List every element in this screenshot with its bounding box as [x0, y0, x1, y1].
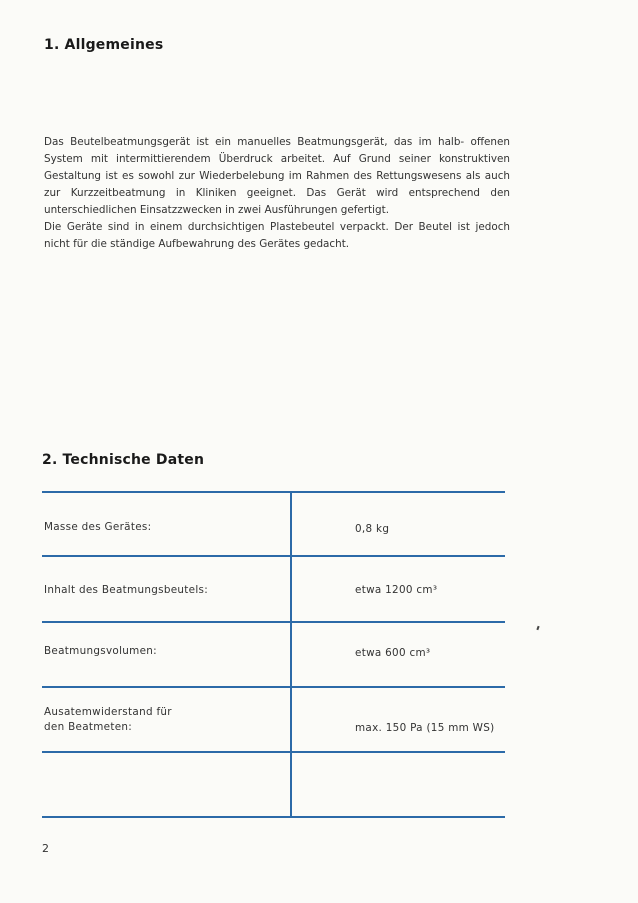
table-rule — [42, 555, 505, 557]
row-label-inhalt: Inhalt des Beatmungsbeutels: — [44, 584, 209, 596]
paragraph: Das Beutelbeatmungsgerät ist ein manuelles Beatmungsgerät, das im halb- offenen System mit intermittierendem Überdruck arbeitet. Auf Grund seiner konstruktiven Gestaltung ist es sowohl zur Wiederbelebung im Rahmen des Rettungswesens als auch zur Kurzzeitbeatmung in Kliniken geeignet. Das Gerät wird entsprechend den unterschiedlichen Einsatzzwecken in zwei Ausführungen gefertigt. — [44, 136, 510, 216]
row-label-masse: Masse des Gerätes: — [44, 521, 152, 533]
table-rule — [42, 621, 505, 623]
technical-data-table — [42, 491, 505, 818]
section-heading-allgemeines: 1. Allgemeines — [44, 37, 164, 53]
row-value-ausatemwiderstand: max. 150 Pa (15 mm WS) — [355, 722, 495, 734]
row-label-beatmungsvolumen: Beatmungsvolumen: — [44, 645, 157, 657]
section-heading-technische-daten: 2. Technische Daten — [42, 452, 205, 468]
table-rule — [42, 491, 505, 493]
table-rule — [42, 751, 505, 753]
row-label-ausatemwiderstand: Ausatemwiderstand für den Beatmeten: — [44, 706, 172, 733]
scan-speck — [536, 626, 539, 630]
section-body-allgemeines — [44, 134, 510, 253]
paragraph: Die Geräte sind in einem durchsichtigen Plastebeutel verpackt. Der Beutel ist jedoch nicht für die ständige Aufbewahrung des Gerätes gedacht. — [44, 221, 510, 250]
table-column-divider — [290, 491, 292, 818]
row-value-inhalt: etwa 1200 cm³ — [355, 584, 438, 596]
page-number: 2 — [42, 842, 49, 855]
table-rule — [42, 686, 505, 688]
table-rule — [42, 816, 505, 818]
row-value-masse: 0,8 kg — [355, 523, 390, 535]
row-value-beatmungsvolumen: etwa 600 cm³ — [355, 647, 431, 659]
